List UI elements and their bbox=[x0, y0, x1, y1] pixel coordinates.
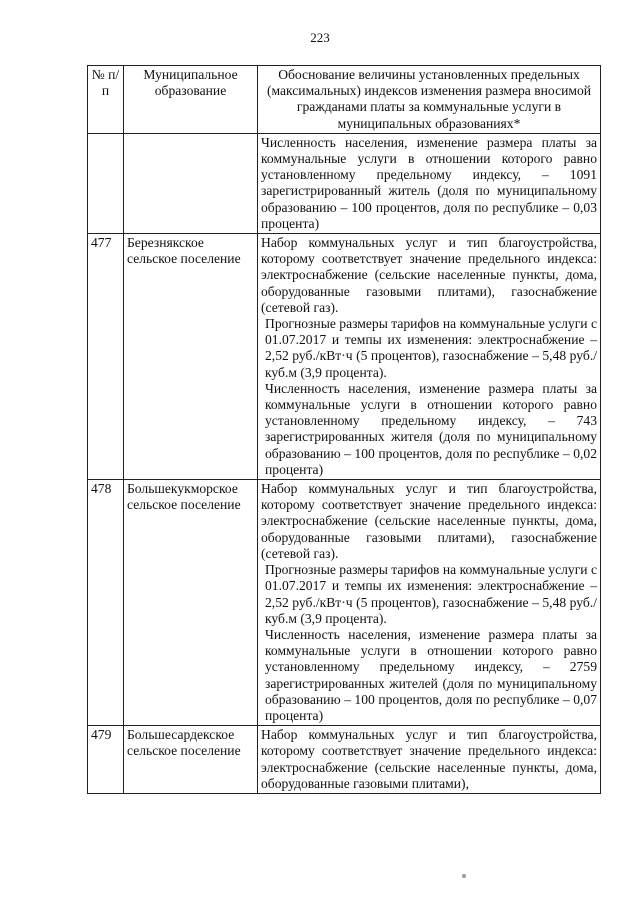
header-num: № п/п bbox=[88, 66, 124, 134]
scan-dot-mark bbox=[462, 874, 466, 878]
table-row bbox=[88, 726, 601, 794]
row-number: 479 bbox=[88, 726, 124, 794]
row-number: 478 bbox=[88, 480, 124, 726]
paragraph-population: Численность населения, изменение размера платы за коммунальные услуги в отношении которого равно установленному предельному индексу, – 2759 зарегистрированных жителей (доля по муниципальному образованию – 100 процентов, доля по республике – 0,07 процента) bbox=[265, 626, 597, 723]
row-justification bbox=[258, 133, 601, 233]
table-row bbox=[88, 480, 601, 726]
header-justification: Обоснование величины установленных предельных (максимальных) индексов изменения размера вносимой гражданами платы за коммунальные услуги в муниципальных образованиях* bbox=[258, 66, 601, 134]
paragraph-tariffs: Прогнозные размеры тарифов на коммунальные услуги с 01.07.2017 и темпы их изменения: электроснабжение – 2,52 руб./кВт·ч (5 процентов), газоснабжение – 5,48 руб./куб.м (3,9 процента). bbox=[265, 316, 597, 380]
table-row bbox=[88, 234, 601, 480]
header-municipality: Муниципальное образование bbox=[124, 66, 258, 134]
row-number bbox=[88, 133, 124, 233]
row-justification bbox=[258, 234, 601, 480]
paragraph-population: Численность населения, изменение размера платы за коммунальные услуги в отношении которого равно установленному предельному индексу, – 743 зарегистрированных жителя (доля по муниципальному образованию – 100 процентов, доля по республике – 0,02 процента) bbox=[265, 380, 597, 477]
page-number: 223 bbox=[310, 30, 330, 45]
table-row bbox=[88, 133, 601, 233]
row-municipality: Большесардекское сельское поселение bbox=[124, 726, 258, 794]
paragraph-tariffs: Прогнозные размеры тарифов на коммунальные услуги с 01.07.2017 и темпы их изменения: электроснабжение – 2,52 руб./кВт·ч (5 процентов), газоснабжение – 5,48 руб./куб.м (3,9 процента). bbox=[265, 562, 597, 626]
row-justification bbox=[258, 480, 601, 726]
paragraph-services: Набор коммунальных услуг и тип благоустройства, которому соответствует значение предельного индекса: электроснабжение (сельские населенные пункты, дома, оборудованные газовыми плитами), газоснабжение (сетевой газ). bbox=[261, 481, 597, 561]
row-justification bbox=[258, 726, 601, 794]
row-municipality: Большекукморское сельское поселение bbox=[124, 480, 258, 726]
table-header-row bbox=[88, 66, 601, 134]
row-municipality: Березнякское сельское поселение bbox=[124, 234, 258, 480]
municipal-index-table bbox=[87, 65, 601, 794]
paragraph-population: Численность населения, изменение размера платы за коммунальные услуги в отношении которого равно установленному предельному индексу, – 1091 зарегистрированный житель (доля по муниципальному образованию – 100 процентов, доля по республике – 0,03 процента) bbox=[261, 134, 597, 231]
row-number: 477 bbox=[88, 234, 124, 480]
row-municipality bbox=[124, 133, 258, 233]
paragraph-services: Набор коммунальных услуг и тип благоустройства, которому соответствует значение предельного индекса: электроснабжение (сельские населенные пункты, дома, оборудованные газовыми плитами), газоснабжение (сетевой газ). bbox=[261, 235, 597, 315]
paragraph-services: Набор коммунальных услуг и тип благоустройства, которому соответствует значение предельного индекса: электроснабжение (сельские населенные пункты, дома, оборудованные газовыми плитами), bbox=[261, 727, 597, 791]
